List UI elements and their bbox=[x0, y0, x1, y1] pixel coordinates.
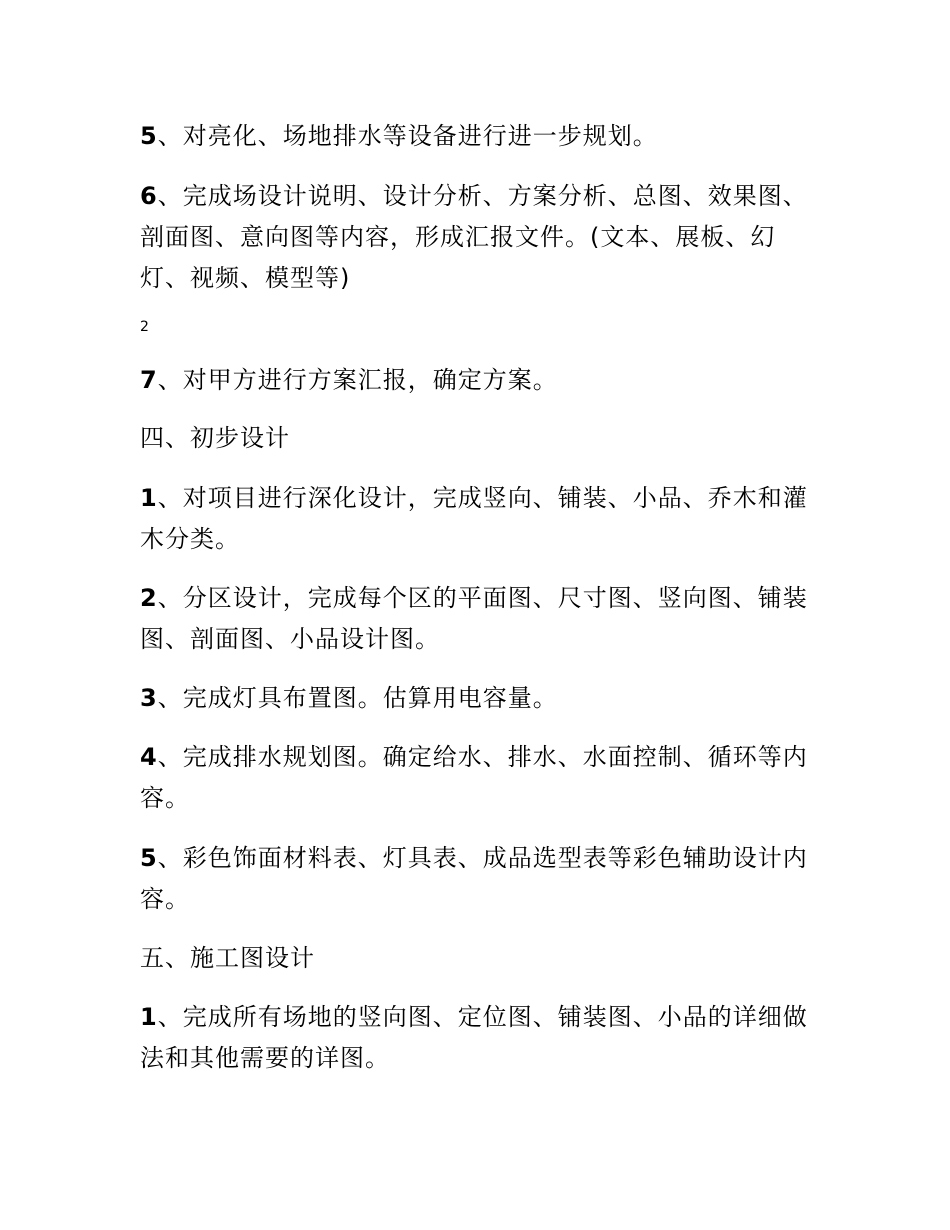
heading-text: 四、初步设计 bbox=[140, 424, 290, 452]
paragraph-item-6-report bbox=[140, 176, 810, 299]
item-number: 1 bbox=[140, 1003, 158, 1031]
paragraph-item-7-presentation bbox=[140, 360, 810, 401]
item-number: 5 bbox=[140, 122, 158, 150]
paragraph-item-4-drainage bbox=[140, 737, 810, 819]
item-text: 、完成灯具布置图。估算用电容量。 bbox=[157, 684, 558, 712]
paragraph-item-3-lighting-layout bbox=[140, 678, 810, 719]
item-text: 、对甲方进行方案汇报，确定方案。 bbox=[157, 366, 558, 394]
paragraph-item-5-materials bbox=[140, 838, 810, 920]
item-number: 7 bbox=[140, 366, 158, 394]
section-heading-preliminary-design bbox=[140, 418, 810, 459]
paragraph-item-2-zoning bbox=[140, 578, 810, 660]
item-number: 2 bbox=[140, 584, 158, 612]
paragraph-item-1-site-drawings bbox=[140, 997, 810, 1079]
item-text: 、彩色饰面材料表、灯具表、成品选型表等彩色辅助设计内容。 bbox=[140, 844, 808, 913]
section-heading-construction-drawings bbox=[140, 938, 810, 979]
item-text: 、完成排水规划图。确定给水、排水、水面控制、循环等内容。 bbox=[140, 743, 808, 812]
item-text: 、对项目进行深化设计，完成竖向、铺装、小品、乔木和灌木分类。 bbox=[140, 484, 808, 553]
heading-text: 五、施工图设计 bbox=[140, 944, 315, 972]
item-text: 、对亮化、场地排水等设备进行进一步规划。 bbox=[157, 122, 658, 150]
page-number: 2 bbox=[140, 319, 149, 335]
item-number: 1 bbox=[140, 484, 158, 512]
item-text: 、分区设计，完成每个区的平面图、尺寸图、竖向图、铺装图、剖面图、小品设计图。 bbox=[140, 584, 808, 653]
item-text: 、完成所有场地的竖向图、定位图、铺装图、小品的详细做法和其他需要的详图。 bbox=[140, 1003, 808, 1072]
paragraph-item-1-deepen-design bbox=[140, 478, 810, 560]
paragraph-item-5-lighting bbox=[140, 116, 810, 157]
item-number: 6 bbox=[140, 182, 158, 210]
item-number: 4 bbox=[140, 743, 158, 771]
item-text: 、完成场设计说明、设计分析、方案分析、总图、效果图、剖面图、意向图等内容，形成汇报文件。(文本、展板、幻灯、视频、模型等) bbox=[140, 182, 808, 292]
item-number: 3 bbox=[140, 684, 158, 712]
item-number: 5 bbox=[140, 844, 158, 872]
